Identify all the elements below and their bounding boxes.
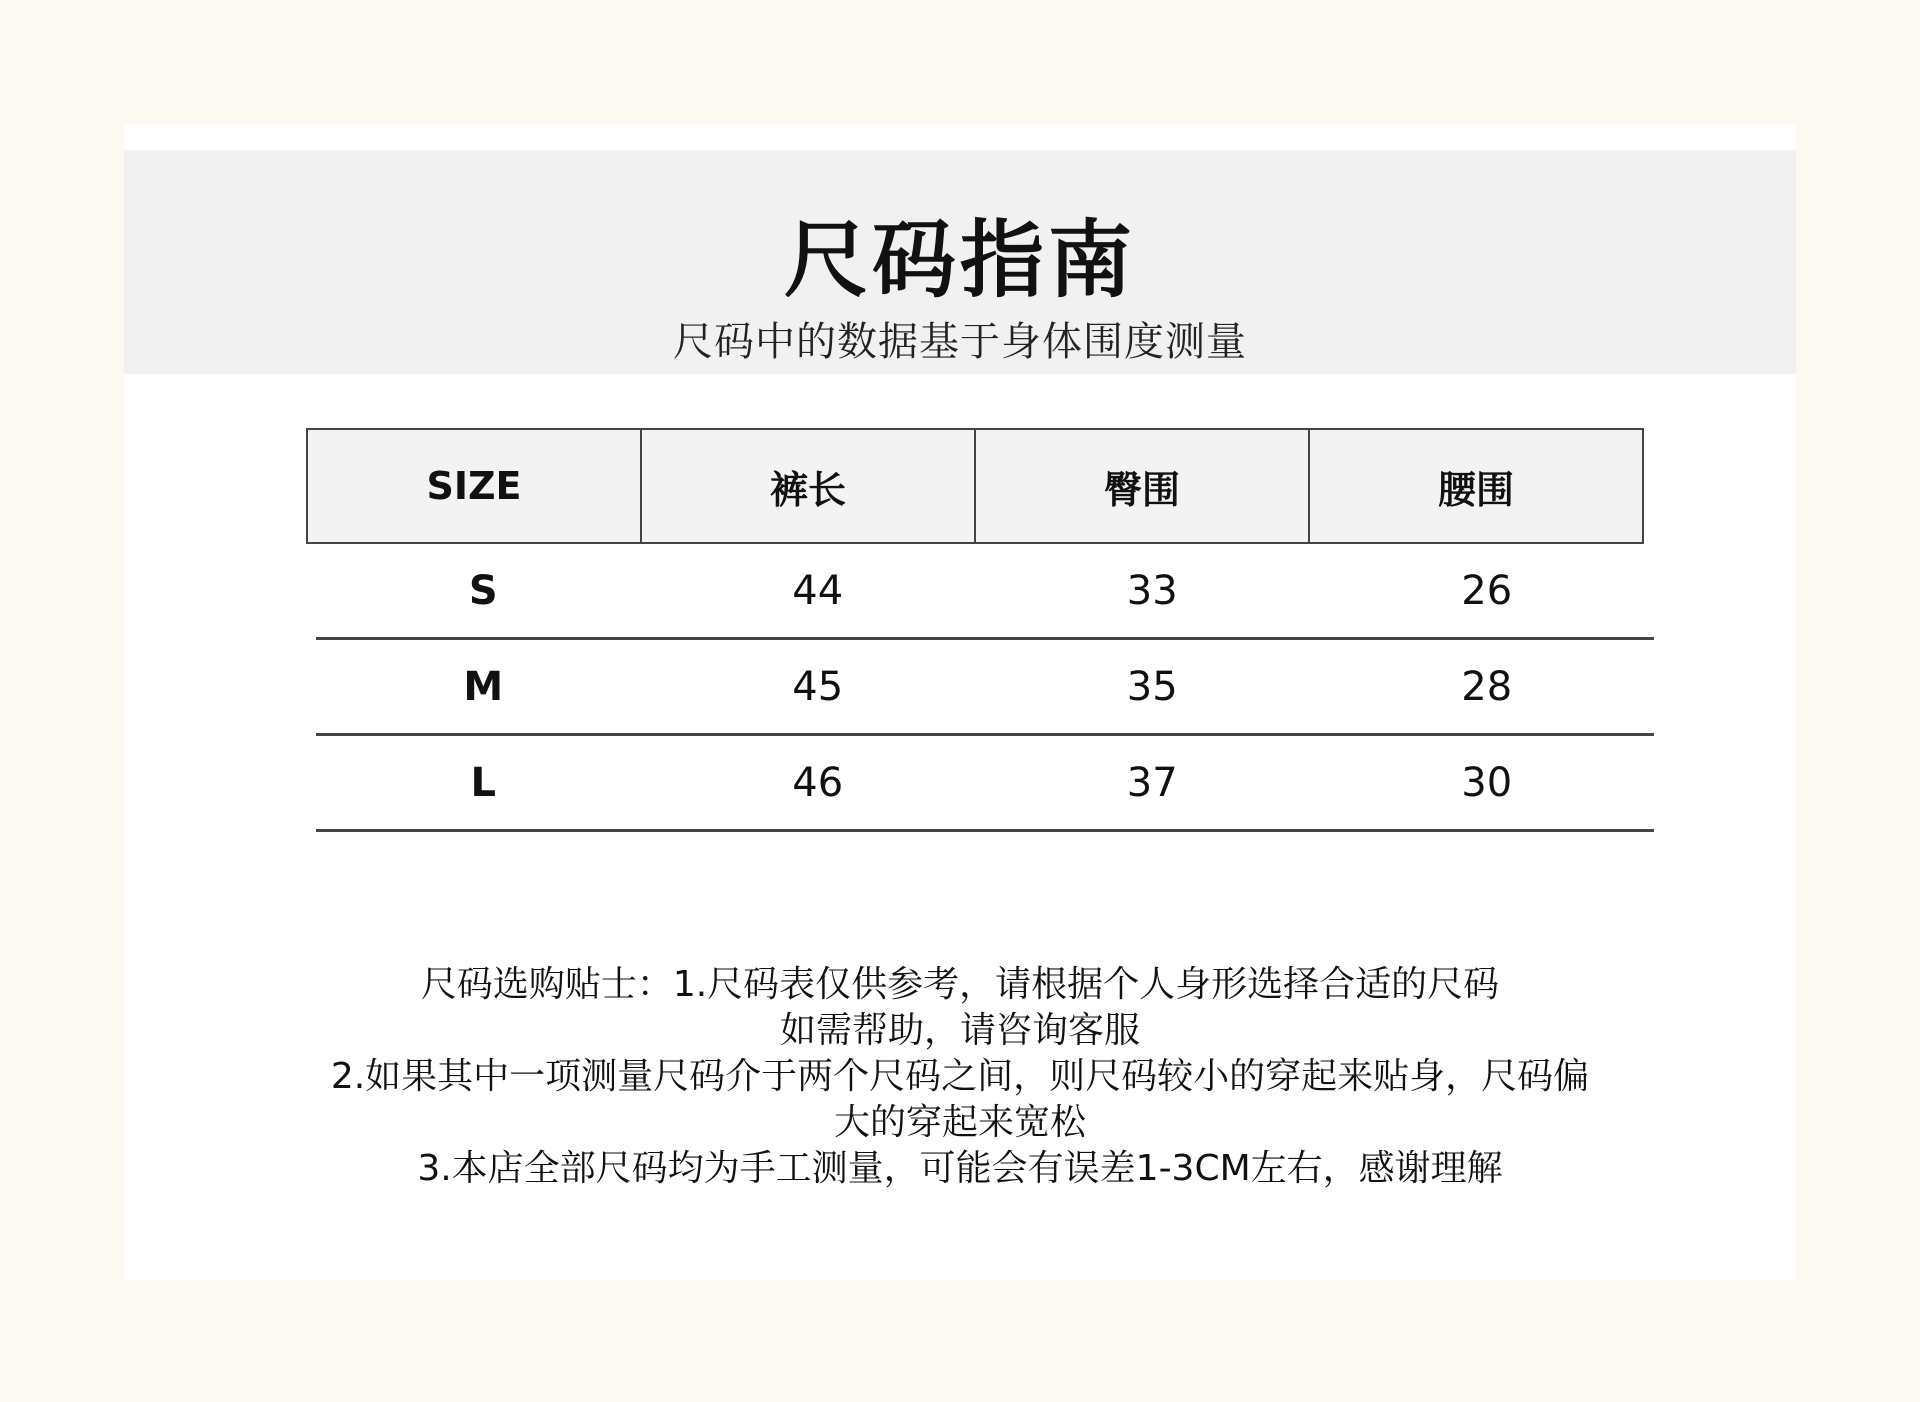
size-guide-card	[124, 124, 1796, 1280]
column-header-length: 裤长	[642, 430, 976, 542]
size-cell: M	[463, 663, 504, 710]
size-cell: S	[468, 567, 498, 614]
length-cell: 45	[792, 663, 844, 710]
size-table	[306, 428, 1652, 832]
waist-cell: 30	[1461, 759, 1513, 806]
header-band	[124, 150, 1796, 374]
size-cell: L	[470, 759, 496, 806]
tip-line: 大的穿起来宽松	[833, 1102, 1086, 1143]
waist-cell: 28	[1461, 663, 1513, 710]
column-header-hip: 臀围	[976, 430, 1310, 542]
length-cell: 44	[792, 567, 844, 614]
tip-line: 尺码选购贴士：1.尺码表仅供参考，请根据个人身形选择合适的尺码	[420, 964, 1500, 1005]
table-row	[316, 544, 1654, 640]
table-row	[316, 736, 1654, 832]
hip-cell: 37	[1126, 759, 1178, 806]
page-subtitle: 尺码中的数据基于身体围度测量	[673, 319, 1247, 365]
column-header-waist: 腰围	[1437, 467, 1514, 512]
waist-cell: 26	[1461, 567, 1513, 614]
tip-line: 如需帮助，请咨询客服	[779, 1010, 1140, 1051]
page-title: 尺码指南	[783, 211, 1136, 309]
length-cell: 46	[792, 759, 844, 806]
column-header-size: SIZE	[308, 430, 642, 542]
tip-line: 3.本店全部尺码均为手工测量，可能会有误差1-3CM左右，感谢理解	[417, 1148, 1503, 1189]
size-tips	[124, 962, 1796, 1192]
table-row	[316, 640, 1654, 736]
hip-cell: 33	[1126, 567, 1178, 614]
hip-cell: 35	[1126, 663, 1178, 710]
tip-line: 2.如果其中一项测量尺码介于两个尺码之间，则尺码较小的穿起来贴身，尺码偏	[330, 1056, 1590, 1097]
table-header-row	[306, 428, 1644, 544]
